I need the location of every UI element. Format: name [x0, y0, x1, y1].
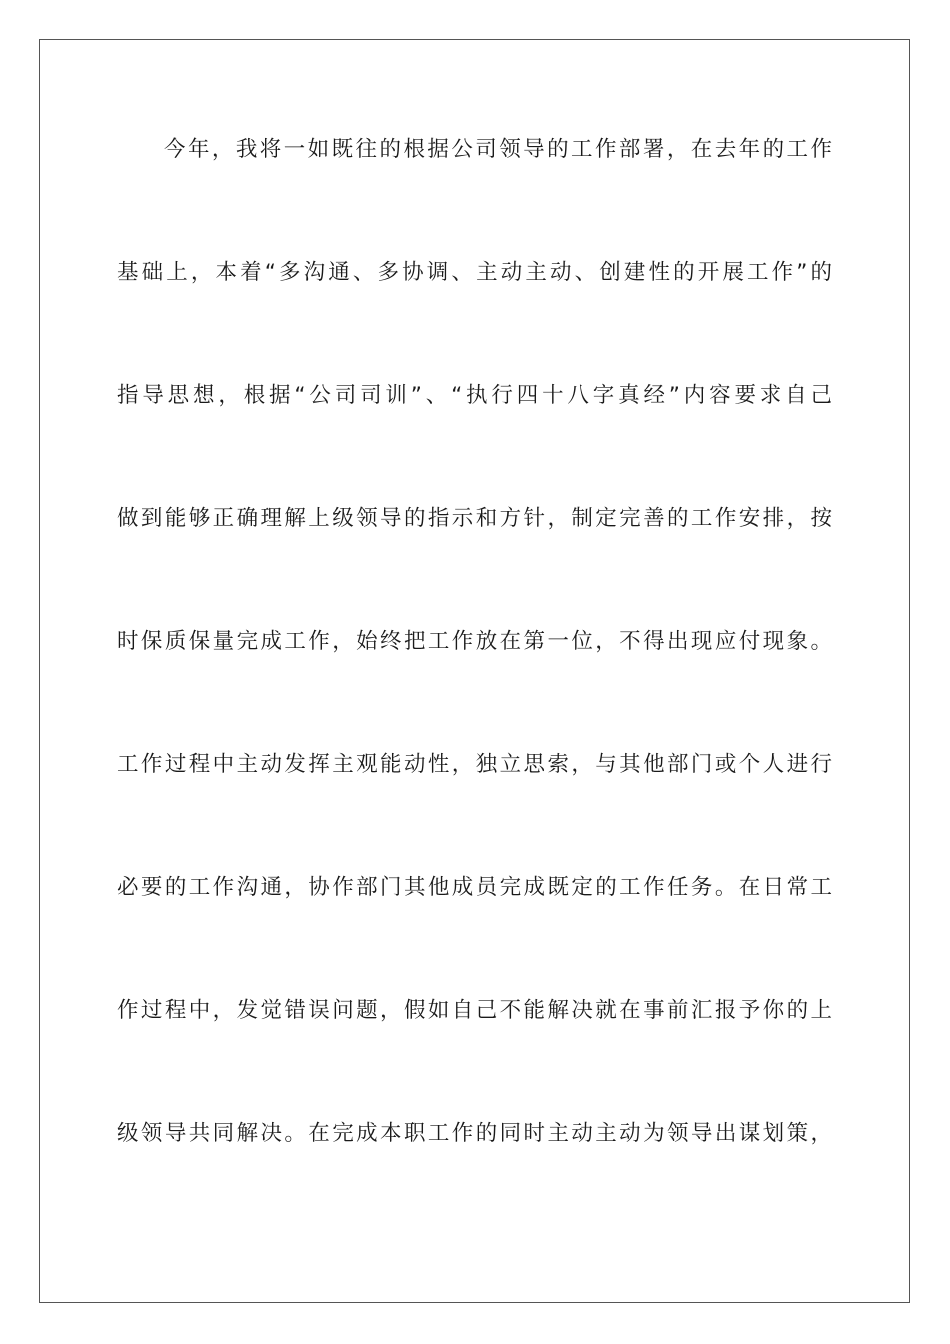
paragraph-line-7: 必要的工作沟通，协作部门其他成员完成既定的工作任务。在日常工 [117, 875, 832, 900]
paragraph-line-8: 作过程中，发觉错误问题，假如自己不能解决就在事前汇报予你的上 [117, 998, 832, 1023]
paragraph-line-9: 级领导共同解决。在完成本职工作的同时主动主动为领导出谋划策， [117, 1121, 832, 1146]
paragraph-line-1: 今年，我将一如既往的根据公司领导的工作部署，在去年的工作 [164, 137, 832, 162]
paragraph-line-2: 基础上，本着“多沟通、多协调、主动主动、创建性的开展工作”的 [117, 260, 832, 285]
paragraph-line-3: 指导思想，根据“公司司训”、“执行四十八字真经”内容要求自己 [117, 383, 832, 408]
page-frame [39, 39, 910, 1303]
paragraph-line-4: 做到能够正确理解上级领导的指示和方针，制定完善的工作安排，按 [117, 506, 832, 531]
paragraph-line-6: 工作过程中主动发挥主观能动性，独立思索，与其他部门或个人进行 [117, 752, 832, 777]
paragraph-line-5: 时保质保量完成工作，始终把工作放在第一位，不得出现应付现象。 [117, 629, 832, 654]
